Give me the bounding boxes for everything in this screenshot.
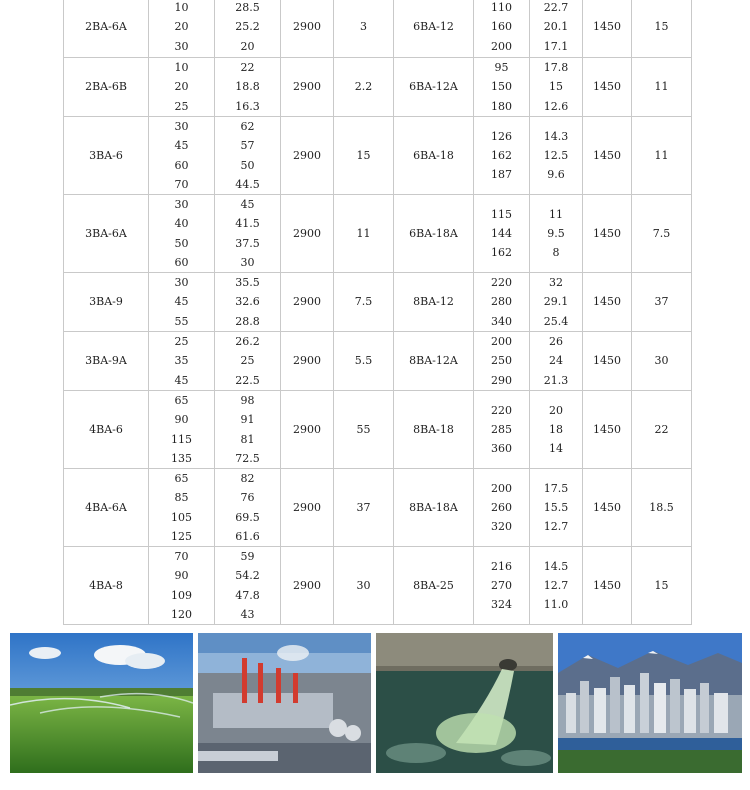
head-a-value: 57 xyxy=(240,139,255,153)
power-b-cell: 37 xyxy=(632,273,692,332)
head-a-value: 41.5 xyxy=(235,217,260,231)
flow-b-cell xyxy=(474,332,530,391)
power-a-cell: 15 xyxy=(334,117,394,195)
model-b-cell: 6BA-18 xyxy=(394,117,474,195)
head-a-value: 69.5 xyxy=(235,510,260,524)
flow-b-value: 250 xyxy=(491,354,512,368)
head-a-value: 18.8 xyxy=(235,80,260,94)
head-b-value: 25.4 xyxy=(543,314,569,328)
flow-a-value: 105 xyxy=(171,510,192,524)
head-b-value: 21.3 xyxy=(543,373,569,387)
head-b-cell xyxy=(530,273,583,332)
city-skyline-photo xyxy=(558,633,742,773)
power-b-cell: 11 xyxy=(632,117,692,195)
flow-b-value: 290 xyxy=(491,373,512,387)
head-b-value: 24 xyxy=(549,354,563,368)
flow-b-value: 270 xyxy=(491,578,512,592)
flow-b-cell xyxy=(474,195,530,273)
head-a-value: 22.5 xyxy=(235,373,260,387)
flow-b-value: 200 xyxy=(491,481,512,495)
head-b-value: 11.0 xyxy=(543,598,569,612)
head-a-value: 76 xyxy=(240,491,255,505)
flow-a-value: 65 xyxy=(174,472,189,486)
flow-b-value: 110 xyxy=(491,1,512,15)
flow-a-value: 20 xyxy=(174,20,189,34)
flow-b-value: 144 xyxy=(491,226,512,240)
head-a-value: 72.5 xyxy=(235,451,260,465)
model-b-cell: 8BA-12A xyxy=(394,332,474,391)
head-a-value: 81 xyxy=(240,432,255,446)
flow-a-value: 10 xyxy=(174,61,189,75)
speed-a-cell: 2900 xyxy=(281,0,334,58)
head-a-cell xyxy=(215,0,281,58)
table-row xyxy=(64,547,692,625)
head-a-value: 43 xyxy=(240,607,255,621)
head-a-cell xyxy=(215,273,281,332)
model-a-cell: 3BA-9 xyxy=(64,273,149,332)
flow-a-value: 45 xyxy=(174,373,189,387)
power-b-cell: 7.5 xyxy=(632,195,692,273)
flow-b-value: 150 xyxy=(491,80,512,94)
flow-b-value: 187 xyxy=(491,168,512,182)
power-plant-photo xyxy=(198,633,371,773)
flow-b-value: 320 xyxy=(491,520,512,534)
speed-a-cell: 2900 xyxy=(281,332,334,391)
table-row xyxy=(64,469,692,547)
speed-b-cell: 1450 xyxy=(583,58,632,117)
flow-a-value: 50 xyxy=(174,236,189,250)
power-b-cell: 15 xyxy=(632,547,692,625)
head-b-value: 20.1 xyxy=(543,20,569,34)
flow-b-value: 162 xyxy=(491,148,512,162)
head-b-value: 12.5 xyxy=(543,148,569,162)
flow-b-value: 280 xyxy=(491,295,512,309)
power-a-cell: 55 xyxy=(334,391,394,469)
table-row xyxy=(64,58,692,117)
model-b-cell: 8BA-25 xyxy=(394,547,474,625)
flow-a-cell xyxy=(149,0,215,58)
model-a-cell: 3BA-6 xyxy=(64,117,149,195)
head-a-value: 26.2 xyxy=(235,335,260,349)
flow-a-value: 20 xyxy=(174,80,189,94)
head-b-cell xyxy=(530,58,583,117)
application-photos xyxy=(10,633,742,773)
flow-a-value: 55 xyxy=(174,314,189,328)
speed-b-cell: 1450 xyxy=(583,0,632,58)
power-a-cell: 2.2 xyxy=(334,58,394,117)
head-a-value: 54.2 xyxy=(235,569,260,583)
flow-b-cell xyxy=(474,469,530,547)
speed-a-cell: 2900 xyxy=(281,58,334,117)
model-a-cell: 4BA-8 xyxy=(64,547,149,625)
flow-a-value: 60 xyxy=(174,255,189,269)
power-a-cell: 11 xyxy=(334,195,394,273)
head-a-cell xyxy=(215,195,281,273)
head-b-value: 22.7 xyxy=(543,1,569,15)
power-a-cell: 30 xyxy=(334,547,394,625)
speed-b-cell: 1450 xyxy=(583,391,632,469)
model-b-cell: 6BA-18A xyxy=(394,195,474,273)
model-b-cell: 8BA-12 xyxy=(394,273,474,332)
head-b-value: 15.5 xyxy=(543,500,569,514)
head-b-value: 12.7 xyxy=(543,578,569,592)
head-b-value: 9.5 xyxy=(547,226,565,240)
model-b-cell: 8BA-18 xyxy=(394,391,474,469)
speed-a-cell: 2900 xyxy=(281,195,334,273)
model-b-cell: 6BA-12A xyxy=(394,58,474,117)
flow-b-value: 95 xyxy=(494,61,509,75)
irrigation-photo xyxy=(10,633,193,773)
head-a-value: 28.5 xyxy=(235,1,260,15)
power-b-cell: 11 xyxy=(632,58,692,117)
head-a-value: 98 xyxy=(240,394,255,408)
flow-b-cell xyxy=(474,391,530,469)
flow-a-cell xyxy=(149,469,215,547)
head-a-value: 25 xyxy=(240,354,255,368)
flow-b-cell xyxy=(474,117,530,195)
model-a-cell: 4BA-6 xyxy=(64,391,149,469)
flow-b-value: 324 xyxy=(491,598,512,612)
head-a-value: 82 xyxy=(240,472,255,486)
power-b-cell: 18.5 xyxy=(632,469,692,547)
head-b-cell xyxy=(530,391,583,469)
flow-a-value: 30 xyxy=(174,39,189,53)
flow-b-value: 200 xyxy=(491,39,512,53)
head-b-value: 8 xyxy=(552,246,560,260)
head-b-value: 12.7 xyxy=(543,520,569,534)
model-a-cell: 3BA-6A xyxy=(64,195,149,273)
head-b-value: 15 xyxy=(549,80,563,94)
flow-b-value: 126 xyxy=(491,129,512,143)
head-a-value: 20 xyxy=(240,39,255,53)
head-b-value: 17.5 xyxy=(543,481,569,495)
flow-a-value: 120 xyxy=(171,607,192,621)
power-b-cell: 15 xyxy=(632,0,692,58)
head-b-value: 17.8 xyxy=(543,61,569,75)
power-a-cell: 3 xyxy=(334,0,394,58)
flow-b-cell xyxy=(474,547,530,625)
head-b-value: 14.3 xyxy=(543,129,569,143)
city-skyline-icon xyxy=(558,633,742,773)
table-row xyxy=(64,332,692,391)
flow-a-value: 90 xyxy=(174,569,189,583)
flow-b-value: 220 xyxy=(491,403,512,417)
head-b-cell xyxy=(530,469,583,547)
flow-b-cell xyxy=(474,58,530,117)
head-b-value: 17.1 xyxy=(543,39,569,53)
flow-a-cell xyxy=(149,273,215,332)
flow-a-cell xyxy=(149,391,215,469)
head-b-value: 14 xyxy=(549,442,563,456)
head-b-value: 32 xyxy=(549,276,563,290)
water-discharge-icon xyxy=(376,633,553,773)
flow-a-cell xyxy=(149,58,215,117)
head-a-value: 59 xyxy=(240,550,255,564)
head-b-cell xyxy=(530,0,583,58)
head-a-value: 61.6 xyxy=(235,529,260,543)
head-a-value: 45 xyxy=(240,198,255,212)
flow-b-value: 340 xyxy=(491,314,512,328)
flow-a-value: 70 xyxy=(174,177,189,191)
model-a-cell: 2BA-6A xyxy=(64,0,149,58)
head-b-value: 18 xyxy=(549,422,563,436)
head-b-cell xyxy=(530,547,583,625)
head-a-cell xyxy=(215,332,281,391)
table-row xyxy=(64,273,692,332)
flow-a-cell xyxy=(149,547,215,625)
table-row xyxy=(64,391,692,469)
flow-a-cell xyxy=(149,195,215,273)
flow-b-value: 360 xyxy=(491,442,512,456)
flow-a-value: 70 xyxy=(174,550,189,564)
head-b-cell xyxy=(530,195,583,273)
head-b-value: 26 xyxy=(549,335,563,349)
speed-b-cell: 1450 xyxy=(583,332,632,391)
head-a-cell xyxy=(215,547,281,625)
speed-b-cell: 1450 xyxy=(583,273,632,332)
flow-b-value: 115 xyxy=(491,207,512,221)
head-b-value: 12.6 xyxy=(543,99,569,113)
flow-a-value: 85 xyxy=(174,491,189,505)
power-a-cell: 7.5 xyxy=(334,273,394,332)
head-a-cell xyxy=(215,58,281,117)
pump-spec-table xyxy=(63,0,692,625)
power-b-cell: 30 xyxy=(632,332,692,391)
flow-a-value: 125 xyxy=(171,529,192,543)
head-a-value: 30 xyxy=(240,255,255,269)
head-a-cell xyxy=(215,469,281,547)
speed-b-cell: 1450 xyxy=(583,195,632,273)
speed-a-cell: 2900 xyxy=(281,273,334,332)
head-a-value: 47.8 xyxy=(235,588,260,602)
model-a-cell: 3BA-9A xyxy=(64,332,149,391)
table-row xyxy=(64,0,692,58)
flow-b-value: 162 xyxy=(491,246,512,260)
head-a-value: 62 xyxy=(240,120,255,134)
flow-a-value: 109 xyxy=(171,588,192,602)
flow-b-value: 216 xyxy=(491,559,512,573)
flow-a-value: 30 xyxy=(174,198,189,212)
head-b-value: 9.6 xyxy=(547,168,565,182)
flow-a-value: 60 xyxy=(174,158,189,172)
table-row xyxy=(64,117,692,195)
speed-a-cell: 2900 xyxy=(281,117,334,195)
head-a-cell xyxy=(215,117,281,195)
flow-b-cell xyxy=(474,273,530,332)
speed-b-cell: 1450 xyxy=(583,547,632,625)
model-b-cell: 6BA-12 xyxy=(394,0,474,58)
flow-a-value: 135 xyxy=(171,451,192,465)
flow-a-cell xyxy=(149,332,215,391)
head-a-value: 22 xyxy=(240,61,255,75)
flow-b-value: 260 xyxy=(491,500,512,514)
power-plant-icon xyxy=(198,633,371,773)
power-a-cell: 5.5 xyxy=(334,332,394,391)
model-a-cell: 4BA-6A xyxy=(64,469,149,547)
flow-a-value: 45 xyxy=(174,139,189,153)
head-b-cell xyxy=(530,117,583,195)
model-b-cell: 8BA-18A xyxy=(394,469,474,547)
flow-b-value: 160 xyxy=(491,20,512,34)
flow-b-value: 200 xyxy=(491,335,512,349)
head-b-value: 14.5 xyxy=(543,559,569,573)
head-a-value: 91 xyxy=(240,413,255,427)
flow-a-value: 40 xyxy=(174,217,189,231)
head-a-value: 37.5 xyxy=(235,236,260,250)
head-b-value: 20 xyxy=(549,403,563,417)
speed-a-cell: 2900 xyxy=(281,547,334,625)
head-a-value: 25.2 xyxy=(235,20,260,34)
water-discharge-photo xyxy=(376,633,553,773)
head-a-value: 44.5 xyxy=(235,177,260,191)
head-a-value: 35.5 xyxy=(235,276,260,290)
head-a-cell xyxy=(215,391,281,469)
flow-a-value: 10 xyxy=(174,1,189,15)
flow-a-value: 25 xyxy=(174,335,189,349)
flow-a-value: 35 xyxy=(174,354,189,368)
speed-b-cell: 1450 xyxy=(583,117,632,195)
table-row xyxy=(64,195,692,273)
flow-b-value: 220 xyxy=(491,276,512,290)
irrigation-field-icon xyxy=(10,633,193,773)
head-a-value: 28.8 xyxy=(235,314,260,328)
speed-a-cell: 2900 xyxy=(281,391,334,469)
flow-b-value: 180 xyxy=(491,99,512,113)
flow-a-value: 65 xyxy=(174,394,189,408)
flow-a-value: 30 xyxy=(174,120,189,134)
head-b-value: 11 xyxy=(549,207,563,221)
flow-a-cell xyxy=(149,117,215,195)
flow-a-value: 90 xyxy=(174,413,189,427)
flow-a-value: 30 xyxy=(174,276,189,290)
power-a-cell: 37 xyxy=(334,469,394,547)
flow-a-value: 25 xyxy=(174,99,189,113)
head-b-cell xyxy=(530,332,583,391)
model-a-cell: 2BA-6B xyxy=(64,58,149,117)
speed-a-cell: 2900 xyxy=(281,469,334,547)
head-b-value: 29.1 xyxy=(543,295,569,309)
flow-a-value: 115 xyxy=(171,432,192,446)
speed-b-cell: 1450 xyxy=(583,469,632,547)
power-b-cell: 22 xyxy=(632,391,692,469)
head-a-value: 32.6 xyxy=(235,295,260,309)
flow-b-value: 285 xyxy=(491,422,512,436)
flow-b-cell xyxy=(474,0,530,58)
flow-a-value: 45 xyxy=(174,295,189,309)
head-a-value: 16.3 xyxy=(235,99,260,113)
head-a-value: 50 xyxy=(240,158,255,172)
